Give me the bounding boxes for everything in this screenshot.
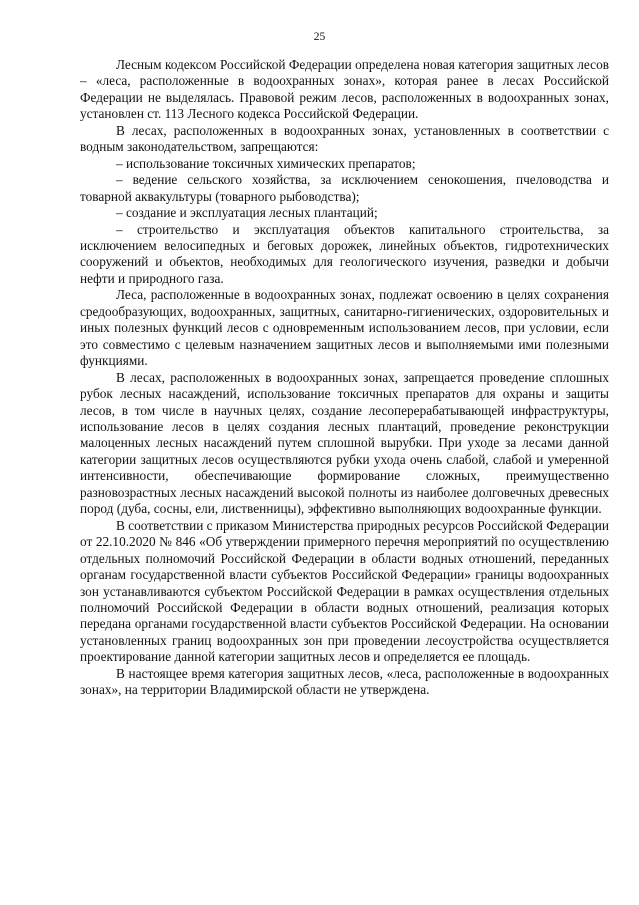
paragraph-vladimir-region: В настоящее время категория защитных лесов, «леса, расположенные в водоохранных зонах», на территории Владимирской области не утверждена. <box>80 665 609 698</box>
list-item-plantations: – создание и эксплуатация лесных плантаций; <box>116 205 378 221</box>
paragraph-logging-restrictions: В лесах, расположенных в водоохранных зонах, запрещается проведение сплошных рубок лесных насаждений, использование токсичных препаратов для охраны и защиты лесов, в том числе в научных целях, создание лесоперерабатывающей инфраструктуры, использование лесов в целях создания лесных плантаций, проведение реконструкции малоценных лесных насаждений путем сплошной вырубки. При уходе за лесами данной категории защитных лесов осуществляются рубки ухода очень слабой, слабой и умеренной интенсивности, обеспечивающие формирование сложных, преимущественно разновозрастных лесных насаждений высокой полноты из наиболее долговечных древесных пород (дуба, сосны, ели, лиственницы), эффективно выполняющих водоохранные функции. <box>80 369 609 517</box>
paragraph-development-purpose: Леса, расположенные в водоохранных зонах, подлежат освоению в целях сохранения средообразующих, водоохранных, защитных, санитарно-гигиенических, оздоровительных и иных полезных функций лесов с одновременным использованием лесов, при условии, если это совместимо с целевым назначением защитных лесов и выполняемыми ими полезными функциями. <box>80 287 609 369</box>
list-item-construction: – строительство и эксплуатация объектов капитального строительства, за исключением велосипедных и беговых дорожек, линейных объектов, гидротехнических сооружений и объектов, необходимых для геологического изучения, разведки и добычи нефти и природного газа. <box>80 221 609 286</box>
paragraph-prohibitions-intro: В лесах, расположенных в водоохранных зонах, установленных в соответствии с водным законодательством, запрещаются: <box>80 122 609 155</box>
paragraph-ministry-order: В соответствии с приказом Министерства природных ресурсов Российской Федерации от 22.10.2020 № 846 «Об утверждении примерного перечня мероприятий по осуществлению отдельных полномочий Российской Федерации в области водных отношений, переданных органам государственной власти субъектов Российской Федерации» границы водоохранных зон устанавливаются субъектом Российской Федерации в рамках осуществления отдельных полномочий Российской Федерации в области водных отношений, реализация которых передана органами государственной власти субъектов Российской Федерации. На основании установленных границ водоохранных зон при проведении лесоустройства осуществляется проектирование данной категории защитных лесов и определяется ее площадь. <box>80 517 609 665</box>
paragraph-forest-code: Лесным кодексом Российской Федерации определена новая категория защитных лесов – «леса, расположенные в водоохранных зонах», которая ранее в лесах Российской Федерации не выделялась. Правовой режим лесов, расположенных в водоохранных зонах, установлен ст. 113 Лесного кодекса Российской Федерации. <box>80 57 609 122</box>
page-number: 25 <box>313 31 326 43</box>
document-body <box>80 57 609 699</box>
list-item-agriculture: – ведение сельского хозяйства, за исключением сенокошения, пчеловодства и товарной аквакультуры (товарного рыбоводства); <box>80 172 609 204</box>
list-item-toxic-chemicals: – использование токсичных химических препаратов; <box>116 155 416 171</box>
